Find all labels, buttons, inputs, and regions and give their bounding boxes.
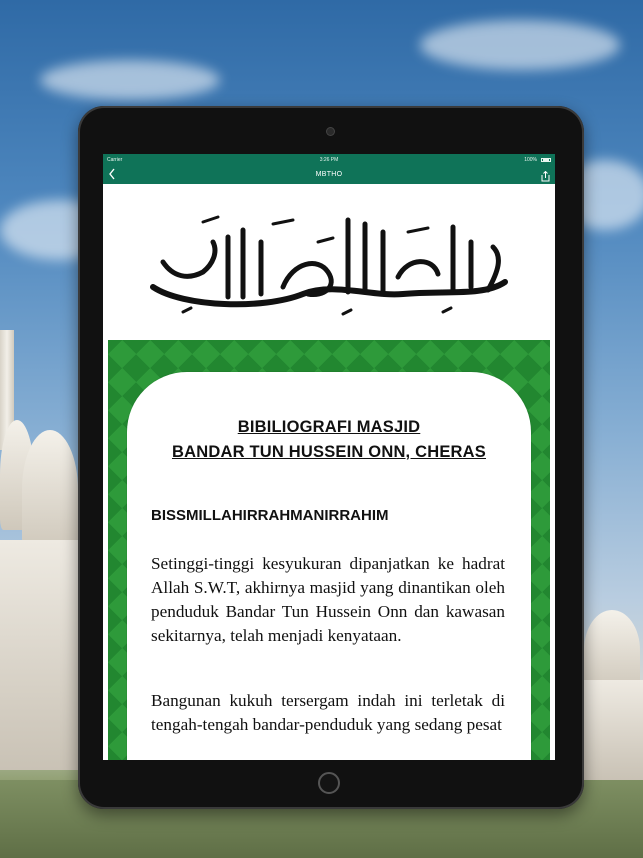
share-icon bbox=[541, 171, 550, 182]
battery-icon bbox=[541, 158, 551, 162]
document-title-line2: BANDAR TUN HUSSEIN ONN, CHERAS bbox=[171, 443, 486, 461]
page-title: MBTHO bbox=[315, 171, 343, 178]
status-time: 3:26 PM bbox=[319, 157, 339, 163]
app-screen bbox=[103, 154, 555, 760]
bismillah-calligraphy-image bbox=[143, 202, 515, 322]
share-button[interactable] bbox=[541, 169, 550, 180]
front-camera bbox=[327, 128, 334, 135]
calligraphy-banner bbox=[103, 184, 555, 339]
status-bar bbox=[103, 154, 555, 166]
navigation-bar bbox=[103, 166, 555, 184]
battery-percent: 100% bbox=[524, 157, 537, 163]
document-heading: BISSMILLAHIRRAHMANIRRAHIM bbox=[151, 507, 389, 524]
home-button[interactable] bbox=[318, 772, 340, 794]
tablet-device bbox=[78, 106, 584, 809]
document-paragraph-1: Setinggi-tinggi kesyukuran dipanjatkan ke hadrat Allah S.W.T, akhirnya masjid yang dinantikan oleh penduduk Bandar Tun Hussein Onn dan kawasan sekitarnya, telah menjadi kenyataan. bbox=[151, 554, 505, 645]
carrier-label: Carrier bbox=[107, 157, 123, 163]
document-card bbox=[127, 372, 531, 760]
document-title-line1: BIBILIOGRAFI MASJID bbox=[237, 418, 421, 436]
document-frame bbox=[108, 340, 550, 760]
document-paragraph-2: Bangunan kukuh tersergam indah ini terletak di tengah-tengah bandar-penduduk yang sedang pesat bbox=[151, 691, 505, 734]
